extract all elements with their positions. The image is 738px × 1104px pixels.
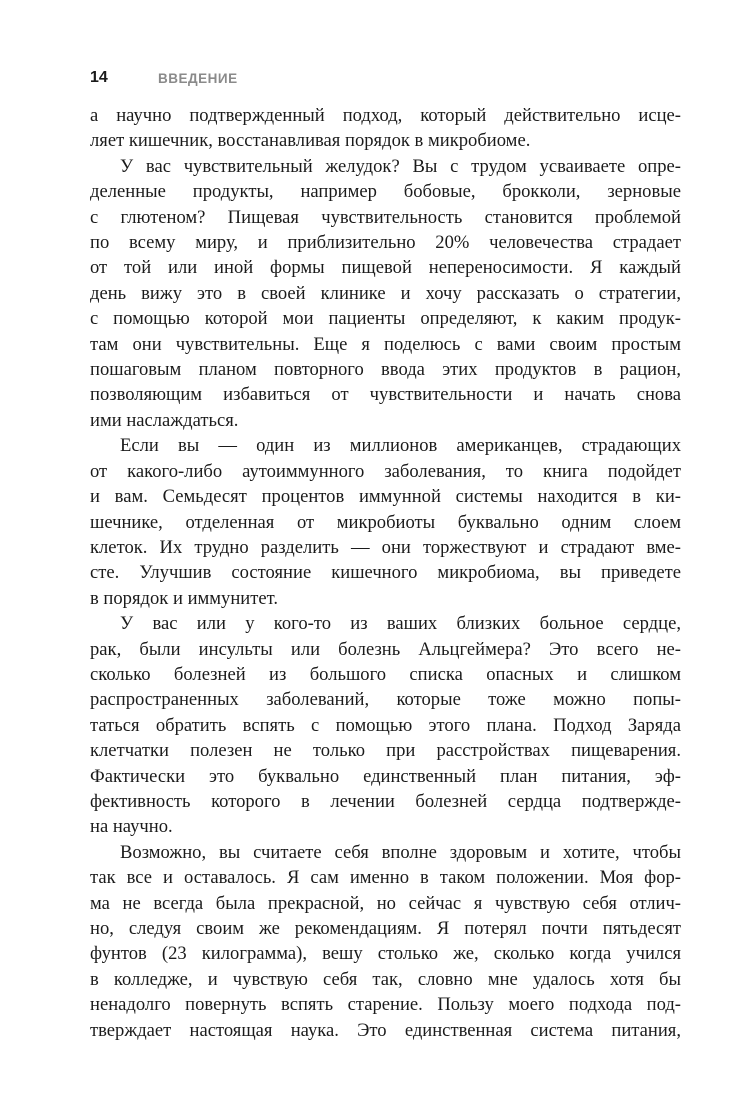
text-line: на научно.	[90, 816, 173, 838]
text-line: сте. Улучшив состояние кишечного микробиома, вы приведете	[90, 562, 681, 584]
page-number: 14	[90, 69, 108, 86]
text-line: от какого-либо аутоиммунного заболевания, то книга подойдет	[90, 460, 681, 482]
text-line: ими наслаждаться.	[90, 409, 239, 431]
text-line: день вижу это в своей клинике и хочу рассказать о стратегии,	[90, 282, 681, 304]
text-line: Возможно, вы считаете себя вполне здоровым и хотите, чтобы	[120, 841, 681, 863]
text-line: шечнике, отделенная от микробиоты буквально одним слоем	[90, 511, 681, 533]
text-line: распространенных заболеваний, которые тоже можно попы-	[90, 689, 681, 711]
text-line: фунтов (23 килограмма), вешу столько же, сколько когда учился	[90, 943, 681, 965]
text-line: сколько болезней из большого списка опасных и слишком	[90, 663, 681, 685]
text-line: Если вы — один из миллионов американцев, страдающих	[120, 435, 681, 457]
text-line: рак, были инсульты или болезнь Альцгеймера? Это всего не-	[90, 638, 681, 660]
text-line: деленные продукты, например бобовые, брокколи, зерновые	[90, 181, 681, 203]
text-line: и вам. Семьдесят процентов иммунной системы находится в ки-	[90, 486, 681, 508]
text-line: пошаговым планом повторного ввода этих продуктов в рацион,	[90, 359, 681, 381]
text-line: позволяющим избавиться от чувствительности и начать снова	[90, 384, 681, 406]
text-line: от той или иной формы пищевой непереносимости. Я каждый	[90, 257, 681, 279]
text-line: ненадолго повернуть вспять старение. Пользу моего подхода под-	[90, 994, 681, 1016]
text-line: но, следуя своим же рекомендациям. Я потерял почти пятьдесят	[90, 918, 681, 939]
text-line: фективность которого в лечении болезней сердца подтвержде-	[90, 790, 681, 812]
text-line: ляет кишечник, восстанавливая порядок в микробиоме.	[90, 130, 531, 152]
text-line: так все и оставалось. Я сам именно в таком положении. Моя фор-	[90, 867, 681, 889]
text-line: таться обратить вспять с помощью этого плана. Подход Заряда	[90, 714, 681, 736]
running-section-title: ВВЕДЕНИЕ	[158, 70, 238, 86]
text-line: клеток. Их трудно разделить — они торжествуют и страдают вме-	[90, 536, 681, 558]
text-line: ма не всегда была прекрасной, но сейчас я чувствую себя отлич-	[90, 892, 681, 914]
text-line: У вас чувствительный желудок? Вы с трудом усваиваете опре-	[120, 155, 681, 177]
body-text	[90, 103, 681, 1043]
text-line: У вас или у кого-то из ваших близких больное сердце,	[120, 613, 681, 635]
text-line: тверждает настоящая наука. Это единственная система питания,	[90, 1019, 681, 1041]
text-line: с помощью которой мои пациенты определяют, к каким продук-	[90, 308, 681, 330]
text-line: с глютеном? Пищевая чувствительность становится проблемой	[90, 206, 681, 228]
text-line: там они чувствительны. Еще я поделюсь с вами своим простым	[90, 333, 681, 355]
page-header	[90, 66, 238, 90]
text-line: в колледже, и чувствую себя так, словно мне удалось хотя бы	[90, 968, 681, 990]
text-line: Фактически это буквально единственный план питания, эф-	[90, 765, 681, 787]
text-line: а научно подтвержденный подход, который действительно исце-	[90, 105, 681, 126]
text-line: клетчатки полезен не только при расстройствах пищеварения.	[90, 740, 681, 762]
text-line: по всему миру, и приблизительно 20% человечества страдает	[90, 232, 681, 254]
text-line: в порядок и иммунитет.	[90, 587, 278, 609]
